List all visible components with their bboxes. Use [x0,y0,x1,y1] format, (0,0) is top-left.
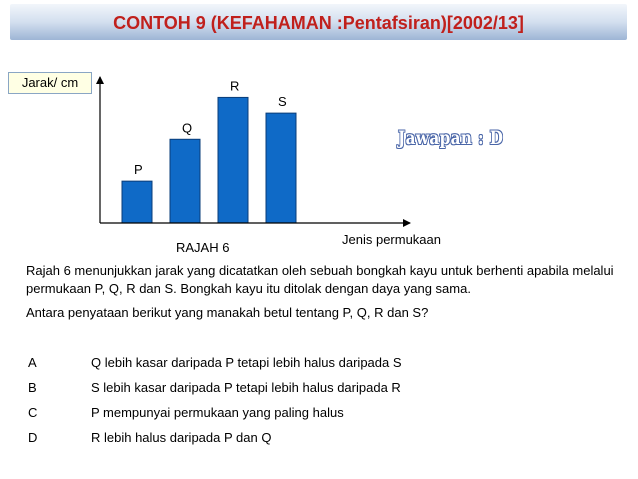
option-letter: B [28,380,37,395]
question-stem: Rajah 6 menunjukkan jarak yang dicatatkan oleh sebuah bongkah kayu untuk berhenti apabila melalui permukaan P, Q, R dan S. Bongkah kayu itu ditolak dengan daya yang sama. [26,263,614,296]
bar-label-r: R [230,78,240,94]
bar-label-p: P [134,162,143,178]
bars-layer [122,78,296,223]
option-text: S lebih kasar daripada P tetapi lebih halus daripada R [91,380,401,395]
bar-label-s: S [278,94,287,110]
option-text: P mempunyai permukaan yang paling halus [91,405,344,420]
option-letter: D [28,430,38,445]
question-block [26,262,616,328]
bar-s [266,113,296,223]
option-text: R lebih halus daripada P dan Q [91,430,272,445]
y-axis-label: Jarak/ cm [8,72,92,94]
answer-label: Jawapan : D [398,127,504,149]
bar-r [218,97,248,223]
question-prompt: Antara penyataan berikut yang manakah betul tentang P, Q, R dan S? [26,305,429,320]
option-letter: C [28,405,38,420]
x-axis-label: Jenis permukaan [342,232,441,247]
bar-label-q: Q [182,120,193,136]
bar-q [170,139,200,223]
option-letter: A [28,355,37,370]
option-text: Q lebih kasar daripada P tetapi lebih halus daripada S [91,355,402,370]
slide-title: CONTOH 9 (KEFAHAMAN :Pentafsiran)[2002/13] [113,13,524,33]
chart-caption: RAJAH 6 [176,240,230,255]
bar-p [122,181,152,223]
